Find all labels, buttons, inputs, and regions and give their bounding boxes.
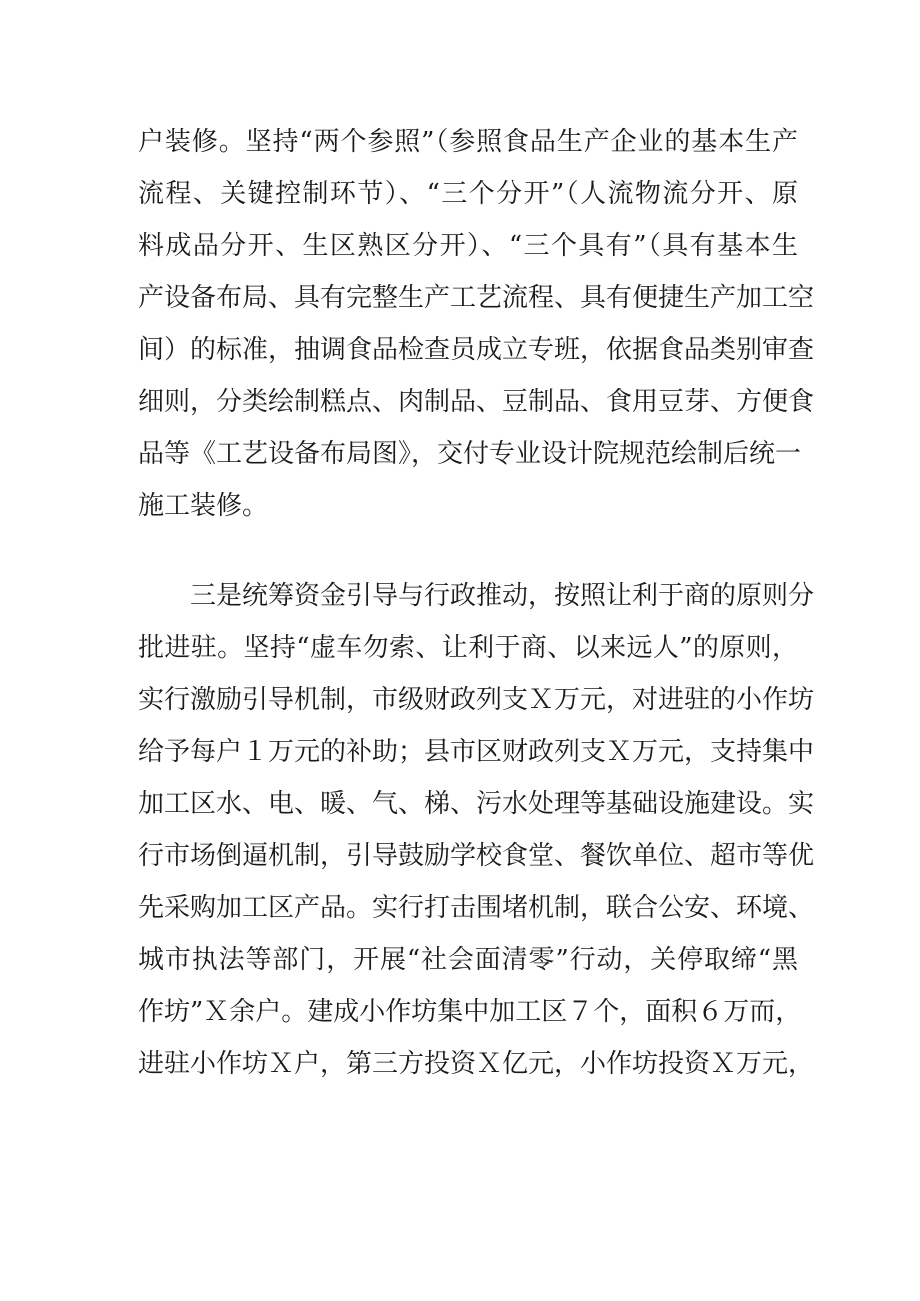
paragraph-1-line-4: 产设备布局、具有完整生产工艺流程、具有便捷生产加工空 [138,283,815,313]
paragraph-2-line-4: 给予每户１万元的补助；县市区财政列支Ｘ万元，支持集中 [138,737,815,767]
paragraph-1-line-3: 料成品分开、生区熟区分开）、“三个具有”（具有基本生 [138,231,798,261]
paragraph-2-line-8: 城市执法等部门，开展“社会面清零”行动，关停取缔“黑 [138,945,798,975]
paragraph-1-line-6: 细则，分类绘制糕点、肉制品、豆制品、食用豆芽、方便食 [138,387,815,417]
paragraph-1-line-8: 施工装修。 [138,491,269,521]
paragraph-1-line-2: 流程、关键控制环节）、“三个分开”（人流物流分开、原 [138,179,798,209]
paragraph-2-line-2: 批进驻。坚持“虚车勿索、让利于商、以来远人”的原则， [138,633,798,663]
paragraph-2-line-3: 实行激励引导机制，市级财政列支Ｘ万元，对进驻的小作坊 [138,685,815,715]
paragraph-1-line-5: 间）的标准，抽调食品检查员成立专班，依据食品类别审查 [138,335,815,365]
paragraph-2-line-9: 作坊”Ｘ余户。建成小作坊集中加工区７个，面积６万而， [138,997,802,1027]
paragraph-1-line-7: 品等《工艺设备布局图》，交付专业设计院规范绘制后统一 [138,439,802,469]
paragraph-2-line-1: 三是统筹资金引导与行政推动，按照让利于商的原则分 [190,581,815,611]
paragraph-2-line-6: 行市场倒逼机制，引导鼓励学校食堂、餐饮单位、超市等优 [138,841,815,871]
paragraph-2-line-7: 先采购加工区产品。实行打击围堵机制，联合公安、环境、 [138,893,815,923]
paragraph-2-line-5: 加工区水、电、暖、气、梯、污水处理等基础设施建设。实 [138,789,815,819]
paragraph-2-line-10: 进驻小作坊Ｘ户，第三方投资Ｘ亿元，小作坊投资Ｘ万元， [138,1049,815,1079]
paragraph-1-line-1: 户装修。坚持“两个参照”（参照食品生产企业的基本生产 [138,127,798,157]
